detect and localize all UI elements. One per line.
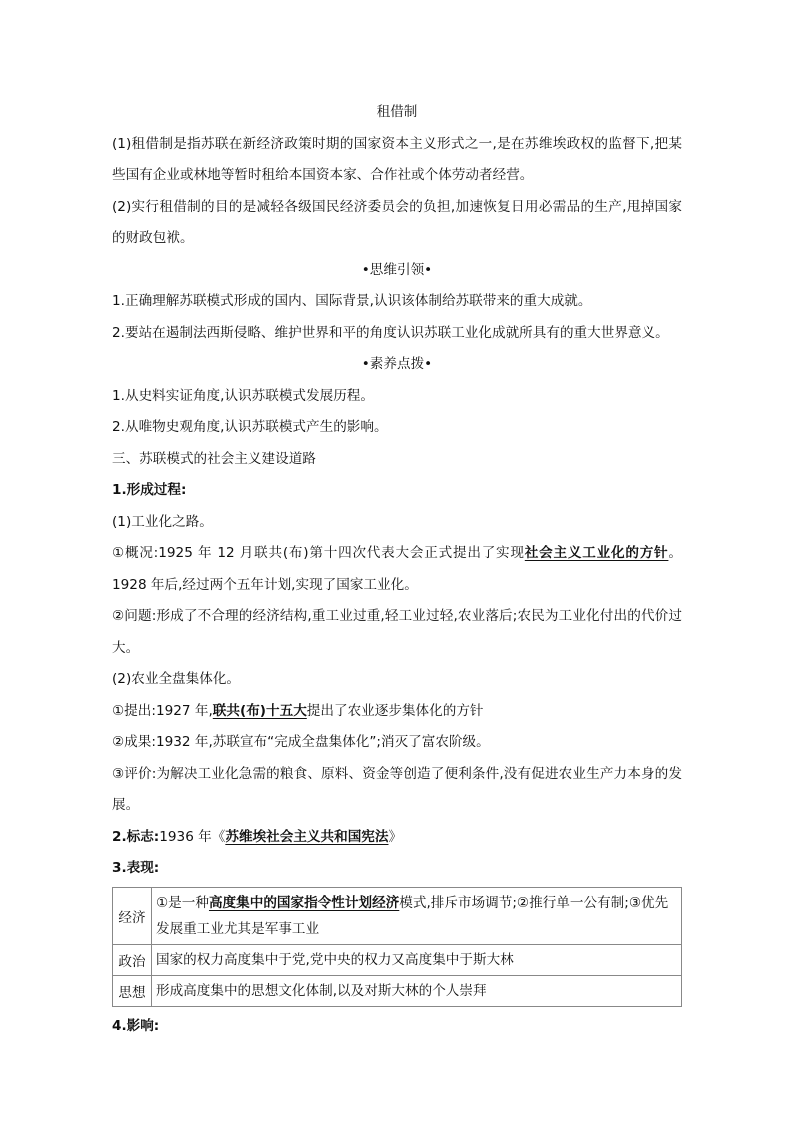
industrialization-overview: [112, 538, 682, 601]
mark-heading-close: 》: [388, 828, 403, 845]
economy-content-cell: [152, 887, 682, 944]
mark-heading-year: 1936 年《: [159, 828, 226, 845]
thought-content-cell: 形成高度集中的思想文化体制,以及对斯大林的个人崇拜: [152, 975, 682, 1006]
performance-table: [112, 887, 682, 1007]
thought-header-cell: 思想: [113, 975, 152, 1006]
collectivization-proposal: [112, 696, 682, 728]
economy-header-cell: 经济: [113, 887, 152, 944]
collectivization-result: ②成果:1932 年,苏联宣布“完成全盘集体化”;消灭了富农阶级。: [112, 734, 490, 750]
politics-content-cell: 国家的权力高度集中于党,党中央的权力又高度集中于斯大林: [152, 944, 682, 975]
impact-heading: 4.影响:: [112, 1017, 160, 1034]
siwei-item-2: 2.要站在遏制法西斯侵略、维护世界和平的角度认识苏联工业化成就所具有的重大世界意义。: [112, 324, 669, 341]
suyang-item-2: 2.从唯物史观角度,认识苏联模式产生的影响。: [112, 419, 388, 435]
fifteenth-congress-highlight: 联共(布)十五大: [212, 702, 307, 719]
constitution-highlight: 苏维埃社会主义共和国宪法: [225, 828, 389, 845]
collectivization-title: (2)农业全盘集体化。: [112, 671, 241, 687]
zujie-title: 租借制: [376, 104, 418, 120]
suyang-title: •素养点拨•: [361, 356, 433, 372]
table-row: [113, 975, 682, 1006]
siwei-item-1: 1.正确理解苏联模式形成的国内、国际背景,认识该体制给苏联带来的重大成就。: [112, 293, 592, 309]
industrialization-overview-text-a: ①概况:1925 年 12 月联共(布)第十四次代表大会正式提出了实现: [112, 545, 525, 561]
industrialization-overview-text-c: 。1928 年后,经过两个五年计划,实现了国家工业化。: [112, 545, 683, 593]
table-row: [113, 887, 682, 944]
suyang-item-1: 1.从史料实证角度,认识苏联模式发展历程。: [112, 387, 374, 404]
industrialization-policy-highlight: 社会主义工业化的方针: [524, 545, 669, 561]
zujie-paragraph-1: (1)租借制是指苏联在新经济政策时期的国家资本主义形式之一,是在苏维埃政权的监督下,把某些国有企业或林地等暂时租给本国资本家、合作社或个体劳动者经营。: [112, 135, 682, 183]
performance-heading: 3.表现:: [112, 860, 160, 876]
planned-economy-highlight: 高度集中的国家指令性计划经济: [208, 894, 400, 911]
zujie-paragraph-2: (2)实行租借制的目的是减轻各级国民经济委员会的负担,加速恢复日用必需品的生产,甩掉国家的财政包袱。: [112, 198, 682, 246]
mark-heading: [112, 822, 682, 854]
section-heading: 三、苏联模式的社会主义建设道路: [112, 450, 316, 467]
industrialization-problems: ②问题:形成了不合理的经济结构,重工业过重,轻工业过轻,农业落后;农民为工业化付出的代价过大。: [112, 608, 682, 656]
siwei-title: •思维引领•: [361, 261, 433, 278]
table-row: [113, 944, 682, 975]
document-page: [112, 97, 682, 1042]
politics-header-cell: 政治: [113, 944, 152, 975]
collectivization-proposal-text-a: ①提出:1927 年,: [112, 702, 213, 719]
economy-text-a: ①是一种: [156, 894, 209, 911]
collectivization-proposal-text-c: 提出了农业逐步集体化的方针: [306, 702, 484, 719]
collectivization-evaluation: ③评价:为解决工业化急需的粮食、原料、资金等创造了便利条件,没有促进农业生产力本身的发展。: [112, 765, 682, 813]
industrialization-title: (1)工业化之路。: [112, 513, 213, 530]
formation-heading: 1.形成过程:: [112, 482, 187, 498]
economy-text-c: 模式,排斥市场调节;②推行单一公有制;③优先发展重工业尤其是军事工业: [156, 894, 669, 937]
mark-heading-label: 2.标志:: [112, 828, 160, 845]
